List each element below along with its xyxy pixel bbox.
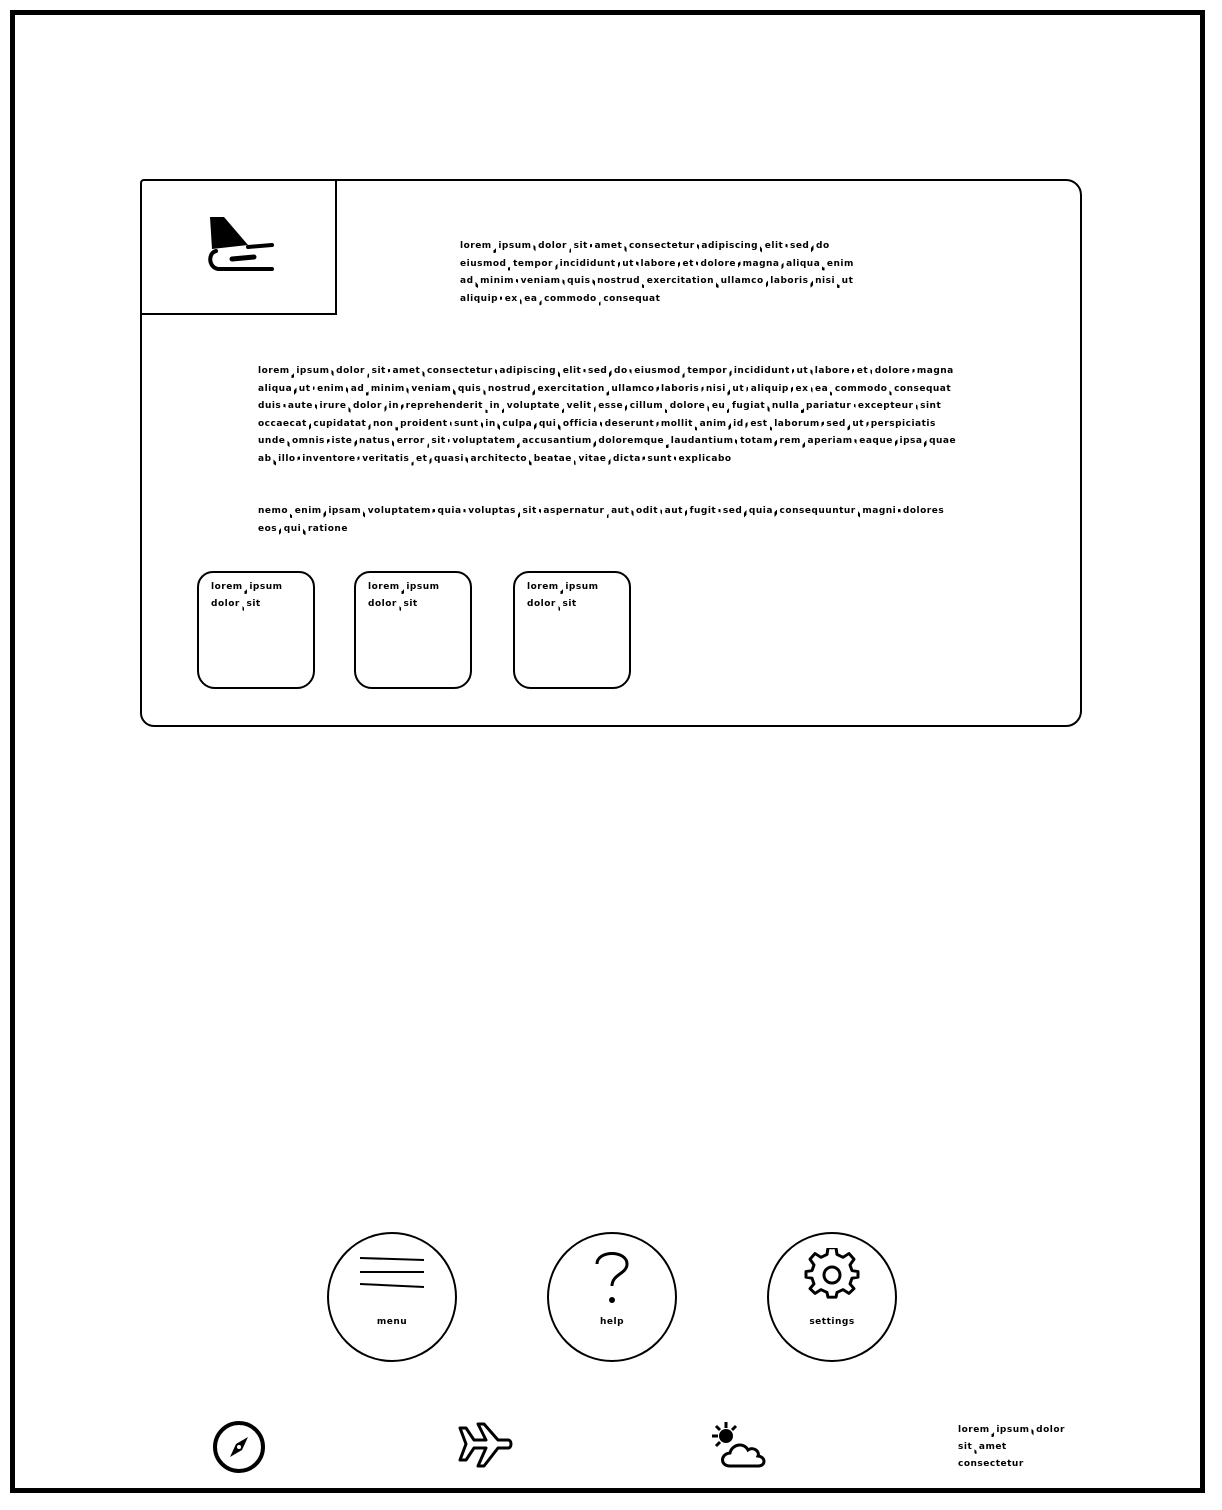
- tile-2[interactable]: [354, 571, 472, 689]
- nav-info-text: lorem ipsum dolor sit amet consectetur: [958, 1425, 1065, 1469]
- nav-flights[interactable]: [456, 1420, 514, 1477]
- nav-weather[interactable]: [710, 1420, 770, 1477]
- nav-explore[interactable]: [212, 1420, 266, 1479]
- card-paragraph-1: lorem ipsum dolor sit amet consectetur adipiscing elit sed do eiusmod tempor incididunt ut labore et dolore magna aliqua ut enim ad minim veniam quis nostrud exercitation ullamco laboris nisi ut aliquip ex ea commodo consequat duis aute irure dolor in reprehenderit in voluptate velit esse cillum dolore eu fugiat nulla pariatur excepteur sint occaecat cupidatat non proident sunt in culpa qui officia deserunt mollit anim id est laborum sed ut perspiciatis unde omnis iste natus error sit voluptatem accusantium doloremque laudantium totam rem aperiam eaque ipsa quae ab illo inventore veritatis et quasi architecto beatae vitae dicta sunt explicabo: [258, 366, 957, 464]
- tile-3[interactable]: [513, 571, 631, 689]
- partly-cloudy-icon: [710, 1420, 770, 1472]
- compass-icon: [212, 1420, 266, 1474]
- settings-button[interactable]: [767, 1232, 897, 1362]
- help-label: help: [599, 1317, 625, 1327]
- menu-label: menu: [376, 1317, 408, 1327]
- gear-icon: [804, 1248, 860, 1304]
- question-mark-icon: [587, 1248, 637, 1306]
- tile-label: lorem ipsum dolor sit: [368, 582, 440, 609]
- settings-label: settings: [809, 1317, 855, 1327]
- card-icon-box: [142, 181, 337, 315]
- tile-label: lorem ipsum dolor sit: [527, 582, 599, 609]
- airplane-icon: [456, 1420, 514, 1472]
- menu-button[interactable]: [327, 1232, 457, 1362]
- airplane-landing-hand-icon: [202, 211, 276, 281]
- menu-lines-icon: [356, 1248, 428, 1298]
- help-button[interactable]: [547, 1232, 677, 1362]
- card-paragraph-2: nemo enim ipsam voluptatem quia voluptas sit aspernatur aut odit aut fugit sed quia consequuntur magni dolores eos qui ratione: [258, 506, 945, 534]
- tile-label: lorem ipsum dolor sit: [211, 582, 283, 609]
- info-card: [140, 179, 1082, 727]
- tile-1[interactable]: [197, 571, 315, 689]
- card-intro-text: lorem ipsum dolor sit amet consectetur adipiscing elit sed do eiusmod tempor incididunt ut labore et dolore magna aliqua enim ad minim veniam quis nostrud exercitation ullamco laboris nisi ut aliquip ex ea commodo consequat: [460, 241, 854, 304]
